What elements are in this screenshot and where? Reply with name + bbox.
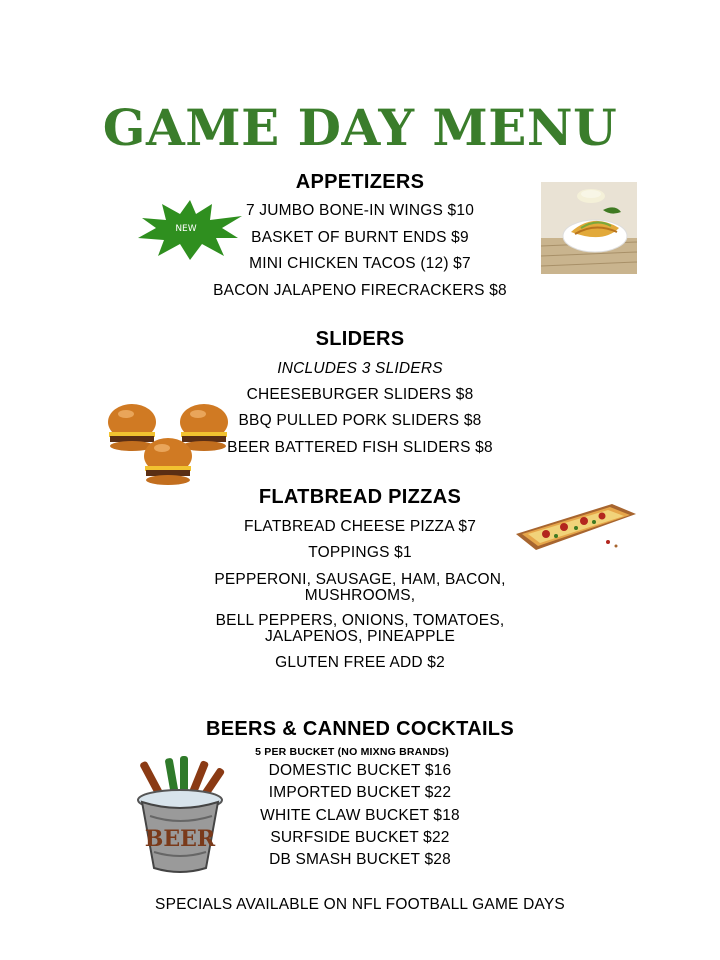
appetizer-item: MINI CHICKEN TACOS (12) $7 (249, 255, 471, 272)
flatbread-item: MUSHROOMS, (304, 587, 416, 604)
beers-heading: BEERS & CANNED COCKTAILS (206, 718, 514, 740)
appetizer-item: BACON JALAPENO FIRECRACKERS $8 (213, 282, 507, 299)
footer-note: SPECIALS AVAILABLE ON NFL FOOTBALL GAME DAYS (155, 896, 565, 913)
slider-item: BEER BATTERED FISH SLIDERS $8 (227, 439, 493, 456)
new-badge-label: NEW (175, 224, 197, 234)
flatbread-item: PEPPERONI, SAUSAGE, HAM, BACON, (214, 571, 506, 588)
sliders-heading: SLIDERS (315, 328, 405, 350)
appetizer-item: 7 JUMBO BONE-IN WINGS $10 (245, 202, 475, 219)
beer-item: WHITE CLAW BUCKET $18 (260, 807, 460, 824)
sliders-burgers-icon (102, 398, 232, 490)
page-title: GAME DAY MENU (102, 98, 618, 157)
beer-item: DB SMASH BUCKET $28 (269, 851, 451, 868)
beer-item: DOMESTIC BUCKET $16 (268, 762, 452, 779)
beer-bucket-icon (128, 756, 232, 876)
tacos-photo-icon (541, 182, 637, 274)
appetizer-item: BASKET OF BURNT ENDS $9 (251, 229, 469, 246)
beer-item: IMPORTED BUCKET $22 (268, 784, 452, 801)
flatbread-item: GLUTEN FREE ADD $2 (275, 654, 445, 671)
flatbread-item: BELL PEPPERS, ONIONS, TOMATOES, (215, 612, 505, 629)
flatbread-heading: FLATBREAD PIZZAS (258, 486, 462, 508)
flatbread-item: FLATBREAD CHEESE PIZZA $7 (243, 518, 477, 535)
flatbread-pizza-icon (512, 494, 640, 558)
bucket-label: BEER (144, 826, 216, 852)
flatbread-item: TOPPINGS $1 (308, 544, 412, 561)
slider-item: BBQ PULLED PORK SLIDERS $8 (238, 412, 482, 429)
sliders-note: INCLUDES 3 SLIDERS (277, 360, 443, 377)
slider-item: CHEESEBURGER SLIDERS $8 (246, 386, 474, 403)
beers-note: 5 PER BUCKET (NO MIXNG BRANDS) (255, 746, 449, 758)
beer-item: SURFSIDE BUCKET $22 (270, 829, 450, 846)
appetizers-heading: APPETIZERS (295, 171, 425, 193)
flatbread-item: JALAPENOS, PINEAPPLE (264, 628, 456, 645)
